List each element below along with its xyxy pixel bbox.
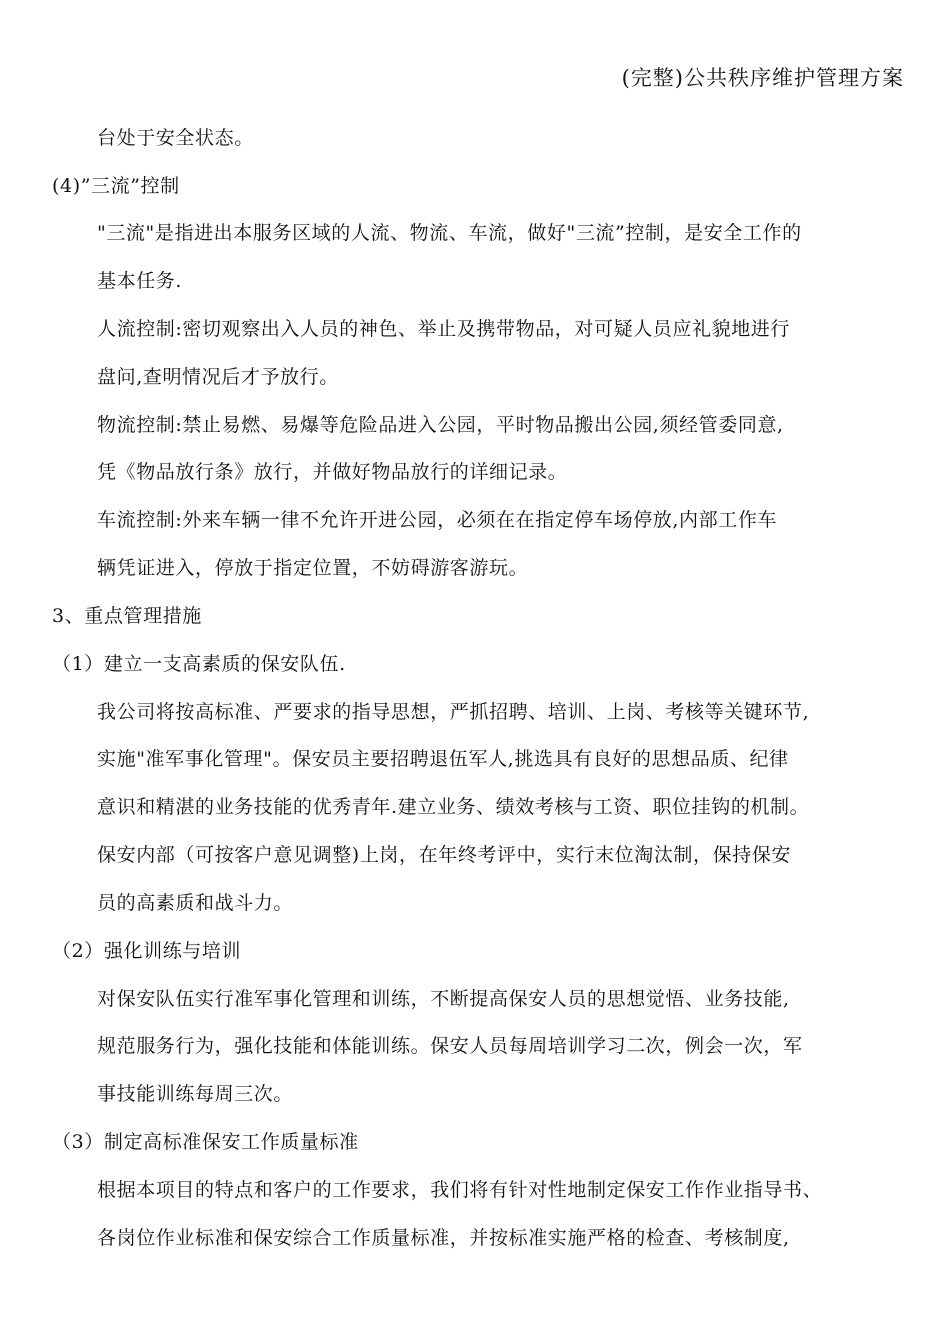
paragraph-line: 对保安队伍实行准军事化管理和训练，不断提高保安人员的思想觉悟、业务技能, xyxy=(97,988,790,1010)
paragraph-line: 实施"准军事化管理"。保安员主要招聘退伍军人,挑选具有良好的思想品质、纪律 xyxy=(97,748,789,770)
paragraph-line: 凭《物品放行条》放行，并做好物品放行的详细记录。 xyxy=(97,461,568,483)
paragraph-line: "三流"是指进出本服务区域的人流、物流、车流，做好"三流”控制，是安全工作的 xyxy=(97,222,802,244)
subsection-heading-2: （2）强化训练与培训 xyxy=(52,940,242,962)
paragraph-line: 盘问,查明情况后才予放行。 xyxy=(97,366,339,388)
paragraph-line: 各岗位作业标准和保安综合工作质量标准，并按标准实施严格的检查、考核制度, xyxy=(97,1227,790,1249)
paragraph-line: 辆凭证进入，停放于指定位置，不妨碍游客游玩。 xyxy=(97,557,529,579)
paragraph-line: 规范服务行为，强化技能和体能训练。保安人员每周培训学习二次，例会一次，军 xyxy=(97,1035,803,1057)
section-heading-3: 3、重点管理措施 xyxy=(52,605,202,627)
subsection-heading-3: （3）制定高标准保安工作质量标准 xyxy=(52,1131,359,1153)
subsection-heading-1: （1）建立一支高素质的保安队伍. xyxy=(52,653,346,675)
paragraph-line: 车流控制:外来车辆一律不允许开进公园，必须在在指定停车场停放,内部工作车 xyxy=(97,509,778,531)
paragraph-line: 台处于安全状态。 xyxy=(97,127,254,149)
paragraph-line: 意识和精湛的业务技能的优秀青年.建立业务、绩效考核与工资、职位挂钩的机制。 xyxy=(97,796,810,818)
paragraph-line: 人流控制:密切观察出入人员的神色、举止及携带物品，对可疑人员应礼貌地进行 xyxy=(97,318,791,340)
paragraph-line: 保安内部（可按客户意见调整)上岗，在年终考评中，实行末位淘汰制，保持保安 xyxy=(97,844,792,866)
paragraph-line: 事技能训练每周三次。 xyxy=(97,1083,294,1105)
paragraph-line: 基本任务. xyxy=(97,270,183,292)
paragraph-line: 我公司将按高标准、严要求的指导思想，严抓招聘、培训、上岗、考核等关键环节, xyxy=(97,701,810,723)
document-header-title: (完整)公共秩序维护管理方案 xyxy=(621,66,904,90)
section-heading-4: (4)”三流”控制 xyxy=(52,175,180,197)
paragraph-line: 根据本项目的特点和客户的工作要求，我们将有针对性地制定保安工作作业指导书、 xyxy=(97,1179,823,1201)
paragraph-line: 物流控制:禁止易燃、易爆等危险品进入公园，平时物品搬出公园,须经管委同意, xyxy=(97,414,784,436)
paragraph-line: 员的高素质和战斗力。 xyxy=(97,892,294,914)
